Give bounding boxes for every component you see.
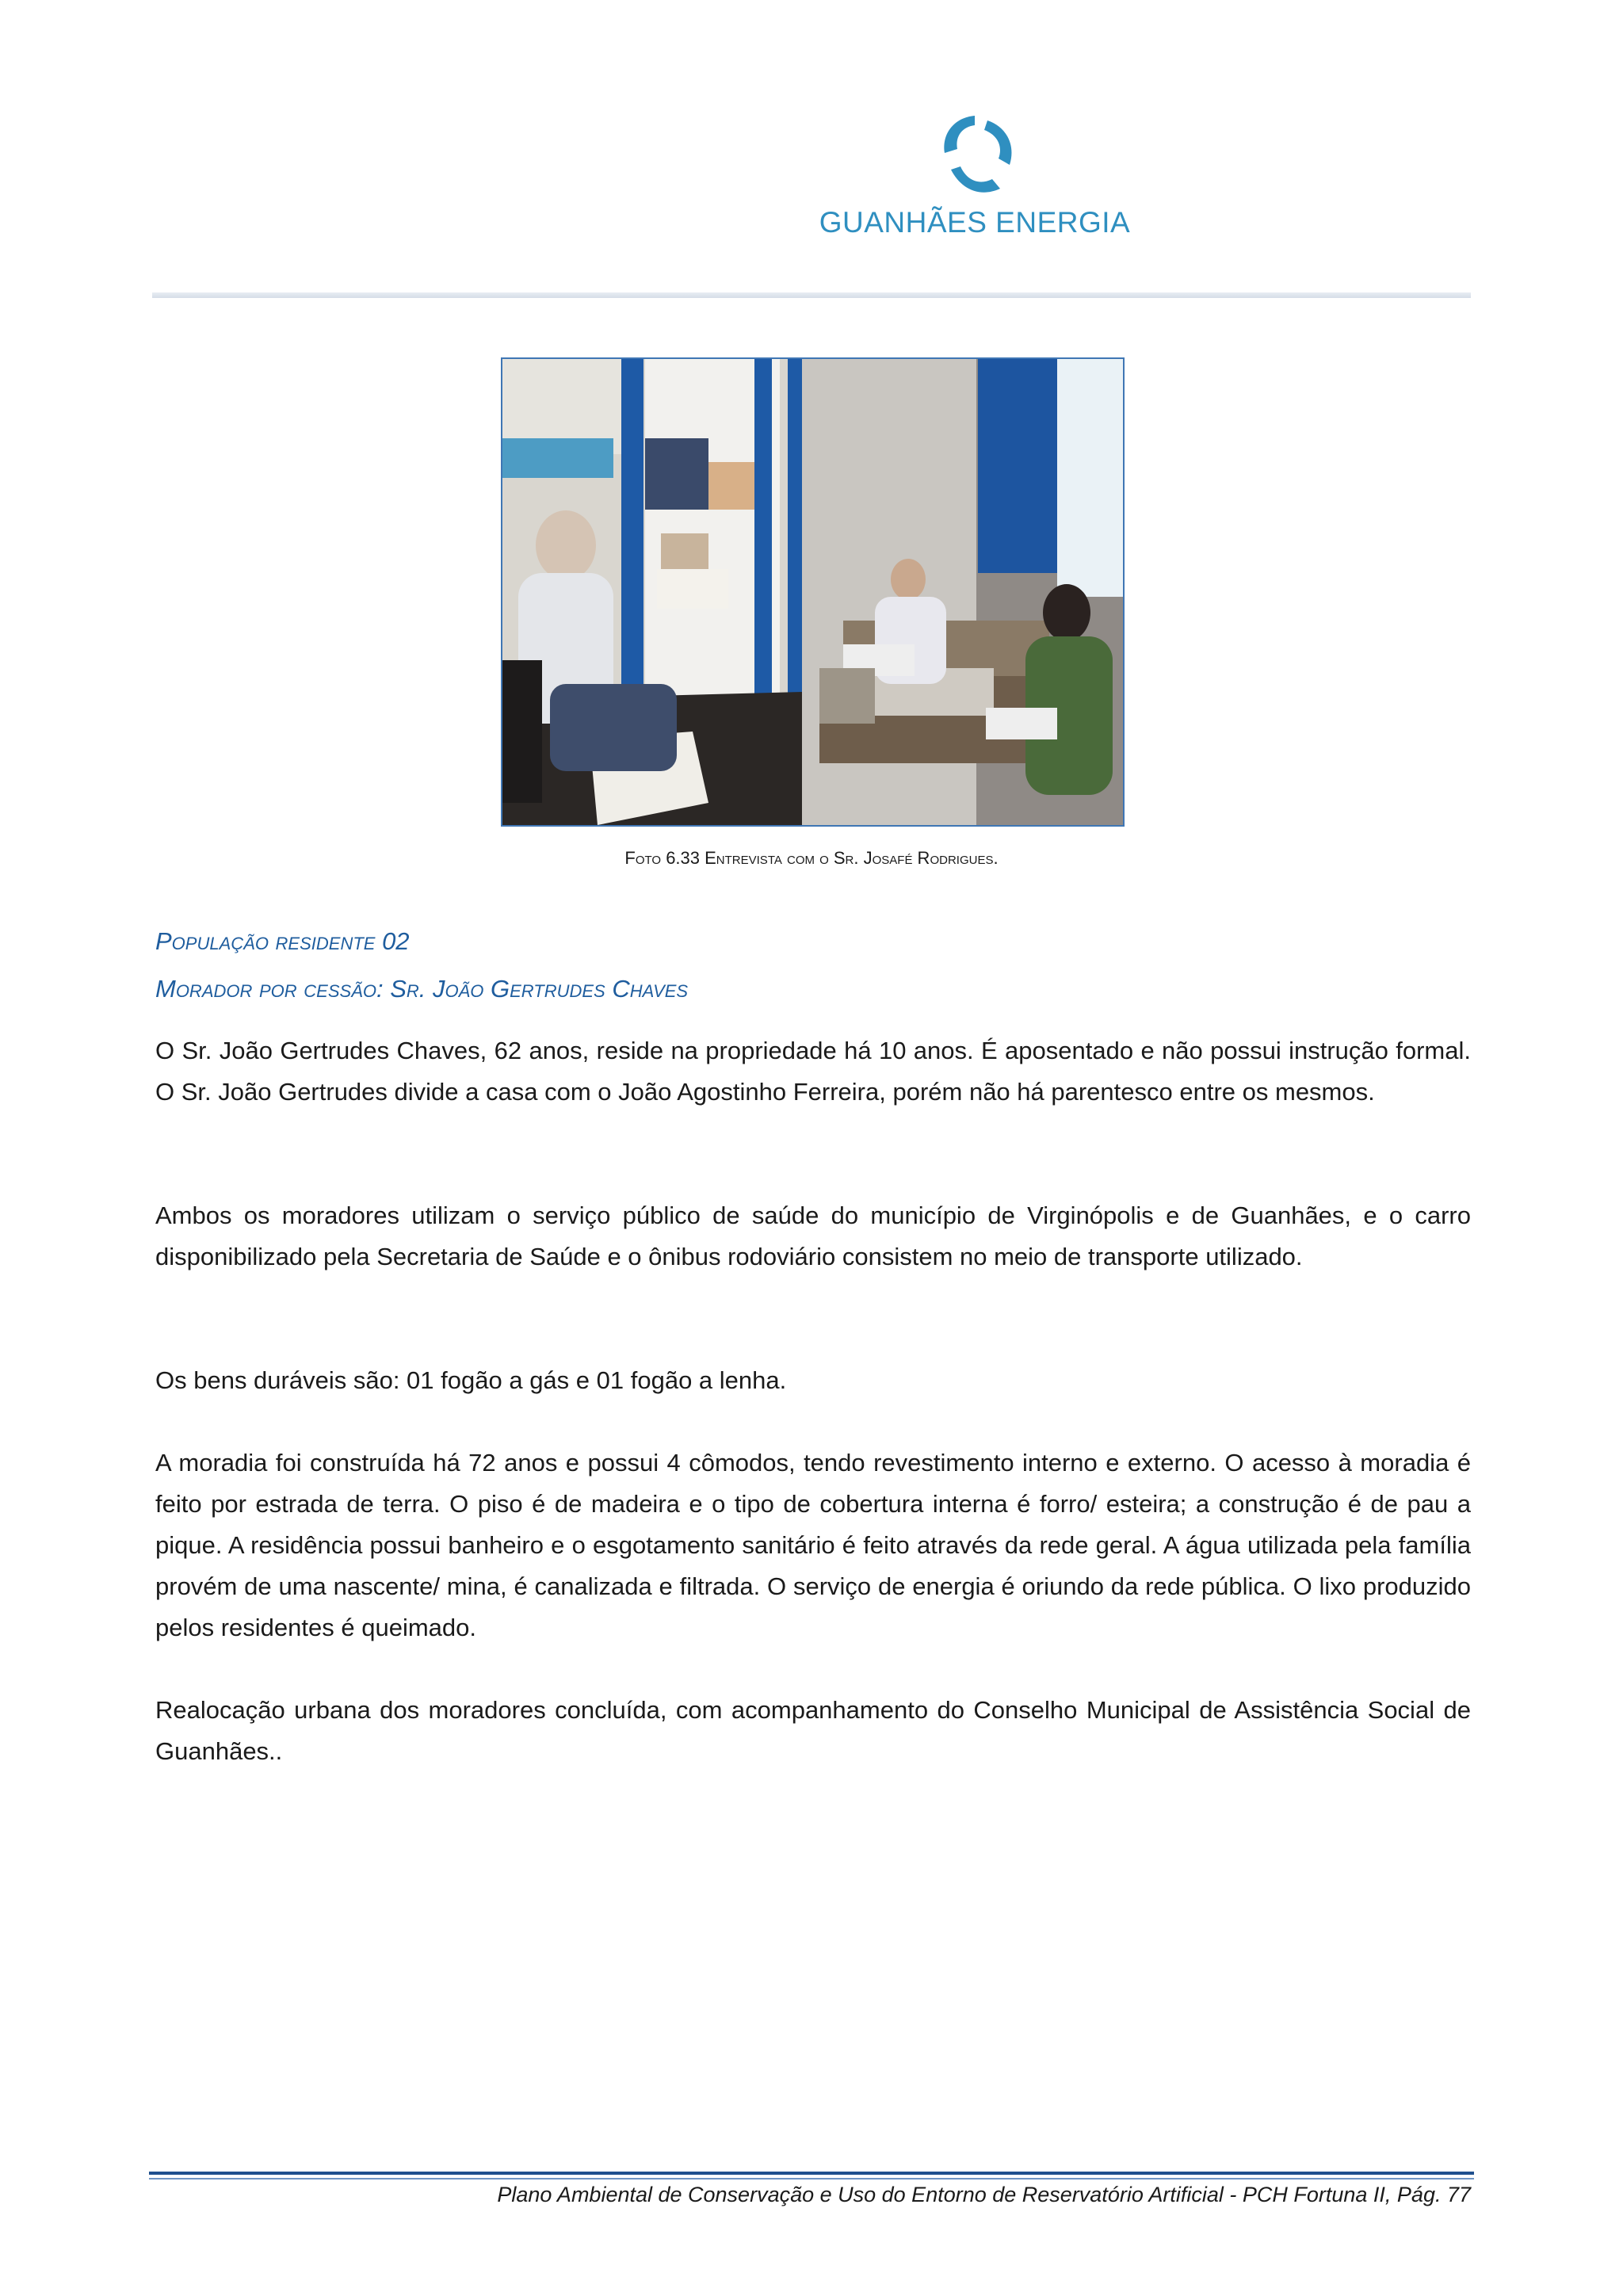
interview-photo	[501, 357, 1125, 827]
body-paragraph-1: O Sr. João Gertrudes Chaves, 62 anos, reside na propriedade há 10 anos. É aposentado e não possui instrução formal. O Sr. João Gertrudes divide a casa com o João Agostinho Ferreira, porém não há parentesco entre os mesmos.	[155, 1037, 1471, 1106]
section-subheading: Morador por cessão: Sr. João Gertrudes Chaves	[155, 975, 689, 1003]
logo-wordmark: GUANHÃES ENERGIA	[819, 206, 1131, 239]
footer-divider	[149, 2172, 1474, 2175]
body-paragraph-3: Os bens duráveis são: 01 fogão a gás e 01 fogão a lenha.	[155, 1366, 787, 1394]
body-paragraph-2: Ambos os moradores utilizam o serviço público de saúde do município de Virginópolis e de Guanhães, e o carro disponibilizado pela Secretaria de Saúde e o ônibus rodoviário consistem no meio de transporte utilizado.	[155, 1201, 1471, 1270]
company-logo	[816, 109, 1133, 244]
footer-divider-thin	[149, 2178, 1474, 2179]
footer-text: Plano Ambiental de Conservação e Uso do Entorno de Reservatório Artificial - PCH Fortuna II, Pág. 77	[497, 2183, 1471, 2206]
header-divider	[152, 292, 1471, 298]
body-paragraph-5: Realocação urbana dos moradores concluída, com acompanhamento do Conselho Municipal de Assistência Social de Guanhães..	[155, 1696, 1471, 1765]
section-heading: População residente 02	[155, 927, 410, 955]
logo-mark-icon	[927, 109, 1022, 204]
photo-caption: Foto 6.33 Entrevista com o Sr. Josafé Rodrigues.	[624, 848, 999, 868]
body-paragraph-4: A moradia foi construída há 72 anos e possui 4 cômodos, tendo revestimento interno e externo. O acesso à moradia é feito por estrada de terra. O piso é de madeira e o tipo de cobertura interna é forro/ esteira; a construção é de pau a pique. A residência possui banheiro e o esgotamento sanitário é feito através da rede geral. A água utilizada pela família provém de uma nascente/ mina, é canalizada e filtrada. O serviço de energia é oriundo da rede pública. O lixo produzido pelos residentes é queimado.	[155, 1449, 1471, 1641]
